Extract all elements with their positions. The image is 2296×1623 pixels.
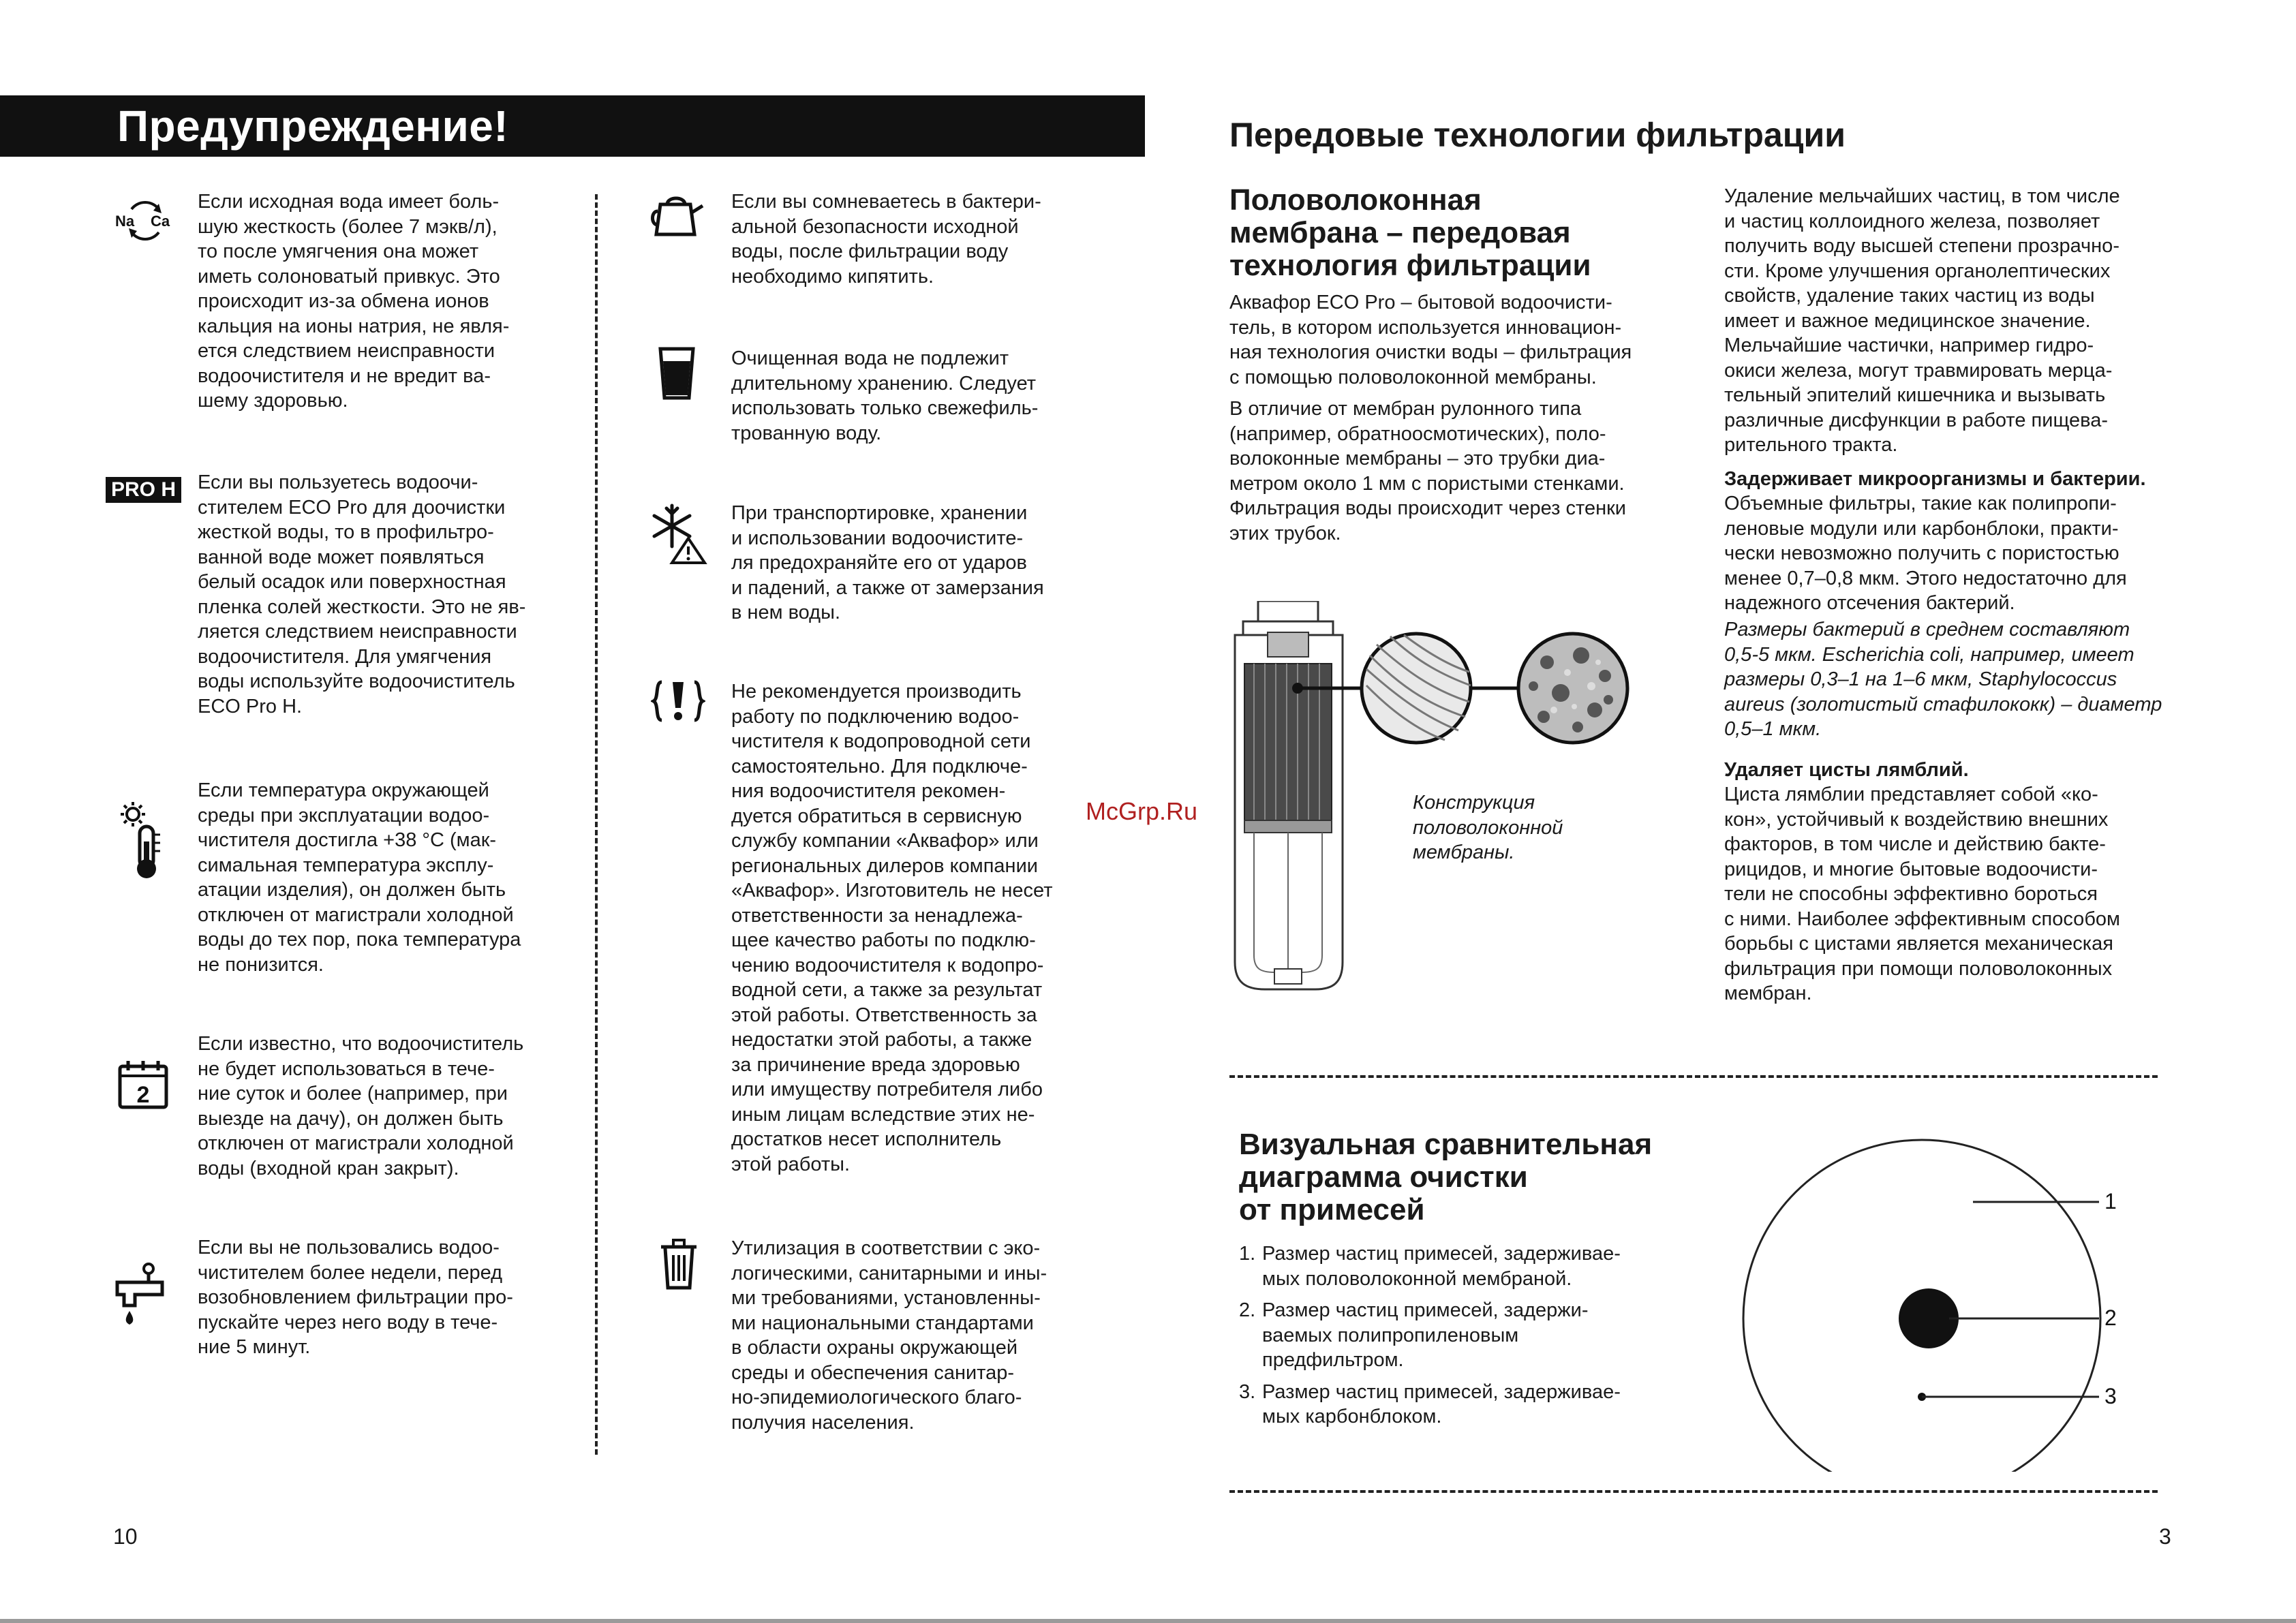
section-divider-top: [1229, 1075, 2158, 1078]
diagram-label-1: 1: [2104, 1189, 2117, 1214]
membrane-heading: Половолоконная мембрана – передовая технология фильтрации: [1229, 183, 1591, 282]
warning-title: Предупреждение!: [117, 102, 509, 151]
bacteria-sizes-text: Размеры бактерий в среднем составляют 0,5-5 мкм. Escherichia coli, например, имеет размеры 0,3–1 на 1–6 мкм, Staphylococcus aureus (золотистый стафилококк) – диаметр 0,5–1 мкм.: [1724, 619, 2162, 740]
microorganisms-text: Объемные фильтры, такие как полипропи- леновые модули или карбонблоки, практи- чески невозможно получить с пористостью менее 0,7–0,8 мкм. Этого недостаточно для надежного отсечения бактерий.: [1724, 493, 2127, 614]
exclamation-braces-icon: [651, 678, 705, 726]
right-page-title: Передовые технологии фильтрации: [1229, 116, 1846, 154]
column-divider: [595, 194, 598, 1455]
svg-text:Na: Na: [115, 213, 135, 230]
pro-h-badge: PRO H: [106, 477, 181, 503]
bottom-edge: [0, 1619, 2296, 1623]
diagram-label-3: 3: [2104, 1384, 2117, 1408]
warning-text-unused-day: Если известно, что водоочиститель не будет использоваться в тече- ние суток и более (например, при выезде на дачу), он должен быть отключен от магистрали холодной воды (входной кран закрыт).: [198, 1033, 524, 1179]
svg-text:Ca: Ca: [151, 213, 170, 230]
particle-size-diagram: [1731, 1117, 2167, 1475]
membrane-para2: В отличие от мембран рулонного типа (например, обратноосмотических), поло- волоконные мембраны – это трубки диа- метром около 1 мм с пористыми стенками. Фильтрация воды происходит через стенки этих трубок.: [1229, 398, 1626, 544]
watermark: McGrp.Ru: [1086, 797, 1198, 825]
warning-text-storage: Очищенная вода не подлежит длительному хранению. Следует использовать только свежефиль- трованную воду.: [731, 347, 1039, 444]
list-item: 3. Размер частиц примесей, задерживае- мых карбонблоком.: [1239, 1380, 1621, 1427]
warning-text-temperature: Если температура окружающей среды при эксплуатации водоо- чистителя достигла +38 °С (мак- симальная температура эксплу- атации изделия), он должен быть отключен от магистрали холодной воды до тех пор, пока температура не понизится.: [198, 779, 521, 976]
lamblia-heading: Удаляет цисты лямблий.: [1724, 759, 1969, 781]
warning-text-installation: Не рекомендуется производить работу по подключению водоо- чистителя к водопроводной сети самостоятельно. Для подключе- ния водоочистителя рекомен- дуется обратиться в сервисную службу компании «Аквафор» или региональных дилеров компании «Аквафор». Изготовитель не несет ответственности за ненадлежа- щее качество работы по подклю- чению водоочистителя к водопро- водной сети, а также за результат этой работы. Ответственность за недостатки этой работы, а также за причинение вреда здоровью или имуществу потребителя либо иным лицам вследствие этих не- достатков несет исполнитель этой работы.: [731, 681, 1053, 1175]
glass-icon: [658, 346, 696, 401]
page-number-left: 10: [113, 1524, 138, 1549]
list-item: 1. Размер частиц примесей, задерживае- мых половолоконной мембраной.: [1239, 1243, 1621, 1290]
snowflake-warning-icon: [649, 503, 710, 564]
faucet-drop-icon: [114, 1262, 169, 1330]
warning-text-boil: Если вы сомневаетесь в бактери- альной безопасности исходной воды, после фильтрации воду необходимо кипятить.: [731, 191, 1041, 288]
svg-text:2: 2: [136, 1082, 150, 1108]
diagram-label-2: 2: [2104, 1305, 2117, 1330]
section-divider-bottom: [1229, 1490, 2158, 1493]
figure-caption: Конструкция половолоконной мембраны.: [1413, 792, 1563, 863]
page-number-right: 3: [2159, 1524, 2171, 1549]
particles-text: Удаление мельчайших частиц, в том числе и частиц коллоидного железа, позволяет получить воду высшей степени прозрачно- сти. Кроме улучшения органолептических свойств, удаление таких частиц из воды имеет и важное медицинское значение. Мельчайшие частички, например гидро- окиси железа, могут травмировать мерца- тельный эпителий кишечника и вызывать различные дисфункции в работе пищева- рительного тракта.: [1724, 185, 2120, 456]
microorganisms-heading: Задерживает микроорганизмы и бактерии.: [1724, 468, 2146, 490]
warning-text-transport: При транспортировке, хранении и использовании водоочистите- ля предохраняйте его от ударов и падений, а также от замерзания в нем воды.: [731, 502, 1044, 623]
sun-thermometer-icon: [119, 801, 167, 882]
trash-bin-icon: [660, 1239, 698, 1290]
membrane-para1: Аквафор ECO Pro – бытовой водоочисти- тель, в котором используется инновацион- ная технология очистки воды – фильтрация с помощью половолоконной мембраны.: [1229, 292, 1632, 388]
warning-text-disposal: Утилизация в соответствии с эко- логическими, санитарными и ины- ми требованиями, установленны- ми национальными стандартами в области охраны окружающей среды и обеспечения санитар- но-эпидемиологического благо- получия населения.: [731, 1237, 1047, 1434]
warning-text-pro-h: Если вы пользуетесь водоочи- стителем ECO Pro для доочистки жесткой воды, то в профильтро- ванной воде может появляться белый осадок или поверхностная пленка солей жесткости. Это не яв- ляется следствием неисправности водоочистителя. Для умягчения воды используйте водоочиститель ECO Pro H.: [198, 472, 526, 717]
kettle-icon: [651, 191, 705, 238]
lamblia-text: Циста лямблии представляет собой «ко- кон», устойчивый к воздействию внешних факторов, в том числе и действию бакте- рицидов, и многие бытовые водоочисти- тели не способны эффективно бороться с ними. Наиболее эффективным способом борьбы с цистами является механическая фильтрация при помощи половолоконных мембран.: [1724, 784, 2120, 1004]
diagram-heading: Визуальная сравнительная диаграмма очистки от примесей: [1239, 1128, 1653, 1226]
list-item: 2. Размер частиц примесей, задержи- ваемых полипропиленовым предфильтром.: [1239, 1299, 1589, 1371]
warning-text-unused-week: Если вы не пользовались водоо- чистителем более недели, перед возобновлением фильтрации про- пускайте через него воду в тече- ние 5 минут.: [198, 1237, 513, 1358]
calendar-icon: [117, 1060, 172, 1111]
na-ca-exchange-icon: [111, 196, 179, 243]
diagram-legend-list: [1239, 1241, 1675, 1429]
warning-text-hardness: Если исходная вода имеет боль- шую жесткость (более 7 мэкв/л), то после умягчения она может иметь солоноватый привкус. Это происходит из-за обмена ионов кальция на ионы натрия, не явля- ется следствием неисправности водоочистителя и не вредит ва- шему здоровью.: [198, 191, 510, 412]
